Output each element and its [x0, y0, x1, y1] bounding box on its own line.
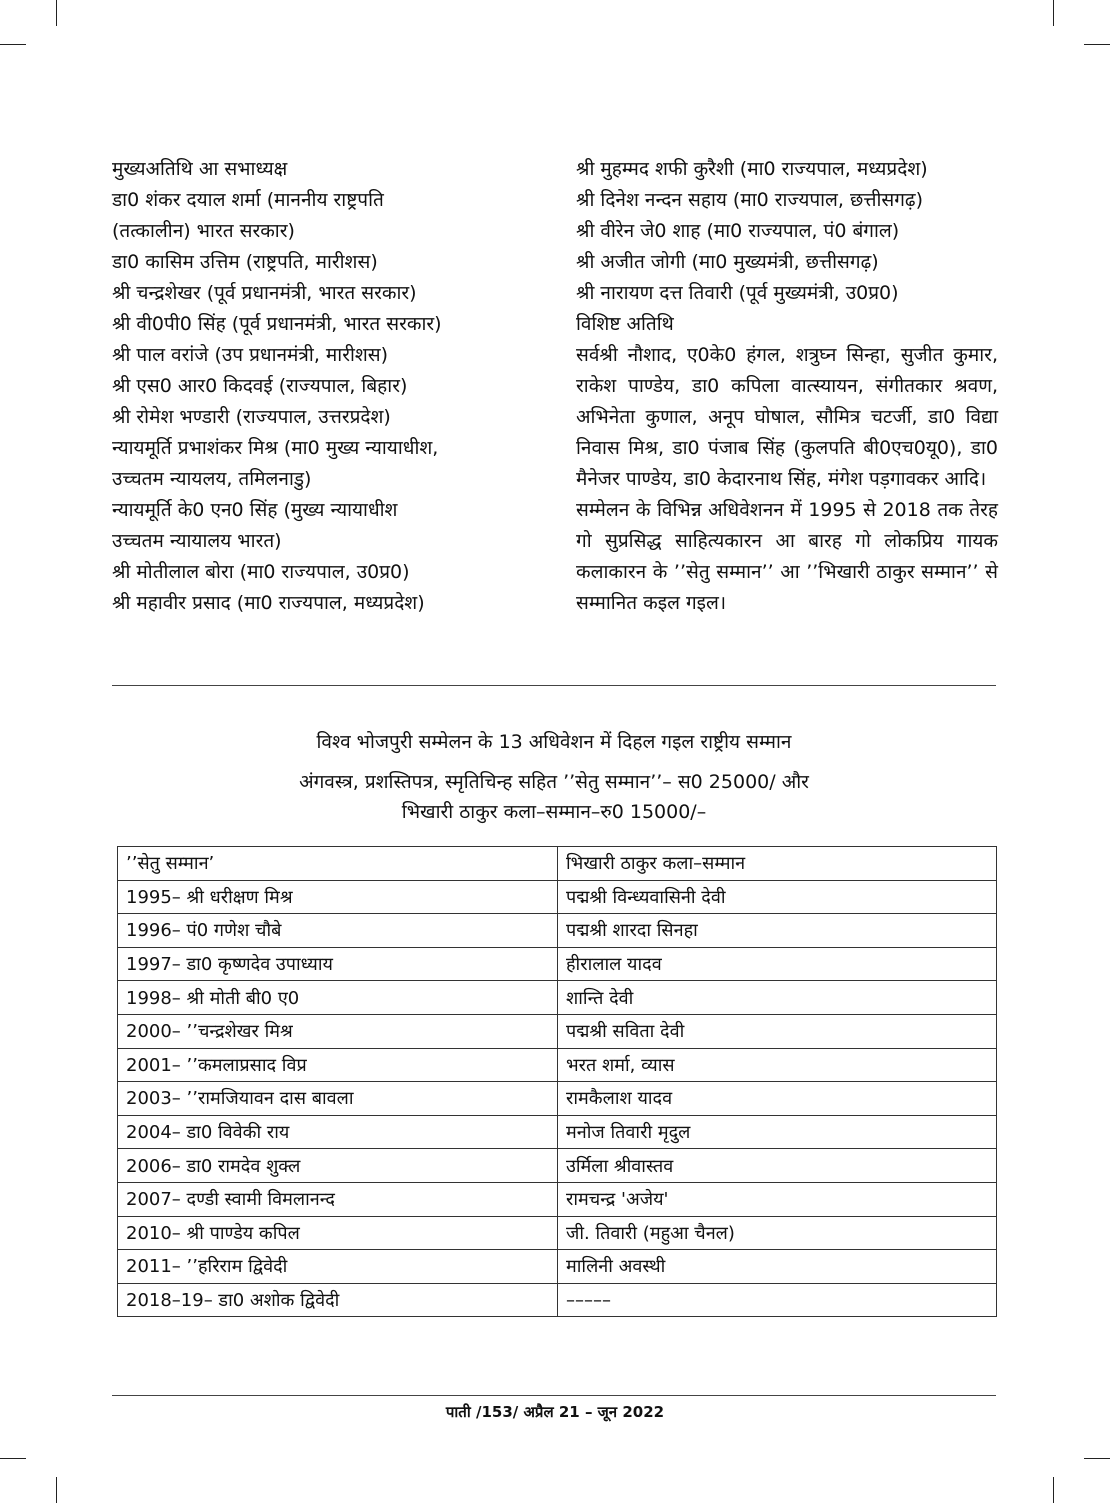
- table-row: [118, 1216, 997, 1250]
- table-cell: 1995– श्री धरीक्षण मिश्र: [118, 880, 558, 914]
- list-line: उच्चतम न्यायालय भारत): [112, 530, 282, 552]
- table-cell: पद्मश्री सविता देवी: [558, 1014, 997, 1048]
- list-line: डा0 कासिम उत्तिम (राष्ट्रपति, मारीशस): [112, 251, 378, 273]
- section-divider: [112, 685, 996, 686]
- crop-mark: [0, 44, 26, 45]
- list-line: श्री नारायण दत्त तिवारी (पूर्व मुख्यमंत्री, उ0प्र0): [576, 282, 899, 304]
- table-row: [118, 947, 997, 981]
- table-cell: 2006– डा0 रामदेव शुक्ल: [118, 1149, 558, 1183]
- summary-paragraph: सम्मेलन के विभिन्न अधिवेशनन में 1995 से 2018 तक तेरह गो सुप्रसिद्ध साहित्यकारन आ बारह गो लोकप्रिय गायक कलाकारन के ’’सेतु सम्मान’’ आ ’’भिखारी ठाकुर सम्मान’’ से सम्मानित कइल गइल।: [576, 499, 998, 614]
- table-cell: 2007– दण्डी स्वामी विमलानन्द: [118, 1182, 558, 1216]
- footer-divider: [112, 1395, 996, 1396]
- table-cell: –––––: [558, 1283, 997, 1317]
- table-row: [118, 1014, 997, 1048]
- table-cell: मालिनी अवस्थी: [558, 1250, 997, 1284]
- table-cell: भरत शर्मा, व्यास: [558, 1048, 997, 1082]
- table-row: [118, 1115, 997, 1149]
- table-row: [118, 1048, 997, 1082]
- list-line: श्री रोमेश भण्डारी (राज्यपाल, उत्तरप्रदेश): [112, 406, 391, 428]
- table-cell: 2004– डा0 विवेकी राय: [118, 1115, 558, 1149]
- list-line: श्री वी0पी0 सिंह (पूर्व प्रधानमंत्री, भारत सरकार): [112, 313, 442, 335]
- list-line: विशिष्ट अतिथि: [576, 313, 674, 335]
- list-line: मुख्यअतिथि आ सभाध्यक्ष: [112, 158, 288, 180]
- guest-list-right: [576, 154, 998, 619]
- list-line: डा0 शंकर दयाल शर्मा (माननीय राष्ट्रपति: [112, 189, 384, 211]
- table-cell: रामकैलाश यादव: [558, 1082, 997, 1116]
- list-line: श्री पाल वरांजे (उप प्रधानमंत्री, मारीशस): [112, 344, 389, 366]
- awards-table: [117, 846, 997, 1317]
- table-header-row: [118, 847, 997, 881]
- list-line: श्री वीरेन जे0 शाह (मा0 राज्यपाल, पं0 बंगाल): [576, 220, 900, 242]
- table-cell: जी. तिवारी (महुआ चैनल): [558, 1216, 997, 1250]
- special-guests-paragraph: सर्वश्री नौशाद, ए0के0 हंगल, शत्रुघ्न सिन्हा, सुजीत कुमार, राकेश पाण्डेय, डा0 कपिला वात्स्यायन, संगीतकार श्रवण, अभिनेता कुणाल, अनूप घोषाल, सौमित्र चटर्जी, डा0 विद्या निवास मिश्र, डा0 पंजाब सिंह (कुलपति बी0एच0यू0), डा0 मैनेजर पाण्डेय, डा0 केदारनाथ सिंह, मंगेश पड़गावकर आदि।: [576, 344, 998, 490]
- table-cell: 2010– श्री पाण्डेय कपिल: [118, 1216, 558, 1250]
- table-cell: 2003– ’’रामजियावन दास बावला: [118, 1082, 558, 1116]
- page-footer: पाती /153/ अप्रैल 21 – जून 2022: [445, 1403, 665, 1421]
- section-title: विश्व भोजपुरी सम्मेलन के 13 अधिवेशन में दिहल गइल राष्ट्रीय सम्मान: [316, 731, 792, 753]
- table-cell: पद्मश्री शारदा सिनहा: [558, 914, 997, 948]
- column-header: भिखारी ठाकुर कला–सम्मान: [558, 847, 997, 881]
- list-line: उच्चतम न्यायलय, तमिलनाडु): [112, 468, 312, 490]
- list-line: न्यायमूर्ति के0 एन0 सिंह (मुख्य न्यायाधीश: [112, 499, 398, 521]
- table-cell: मनोज तिवारी मृदुल: [558, 1115, 997, 1149]
- section-subtitle: अंगवस्त्र, प्रशस्तिपत्र, स्मृतिचिन्ह सहित ’’सेतु सम्मान’’– स0 25000/ और: [299, 771, 809, 793]
- table-row: [118, 1250, 997, 1284]
- table-cell: उर्मिला श्रीवास्तव: [558, 1149, 997, 1183]
- table-cell: 1996– पं0 गणेश चौबे: [118, 914, 558, 948]
- crop-mark: [56, 1477, 57, 1503]
- guest-list-left: [112, 154, 492, 619]
- crop-mark: [1053, 1477, 1054, 1503]
- list-line: न्यायमूर्ति प्रभाशंकर मिश्र (मा0 मुख्य न्यायाधीश,: [112, 437, 439, 459]
- table-cell: 2018–19– डा0 अशोक द्विवेदी: [118, 1283, 558, 1317]
- table-cell: 2011– ’’हरिराम द्विवेदी: [118, 1250, 558, 1284]
- table-cell: 2001– ’’कमलाप्रसाद विप्र: [118, 1048, 558, 1082]
- crop-mark: [56, 0, 57, 26]
- table-cell: शान्ति देवी: [558, 981, 997, 1015]
- list-line: (तत्कालीन) भारत सरकार): [112, 220, 295, 242]
- crop-mark: [0, 1458, 26, 1459]
- crop-mark: [1084, 44, 1110, 45]
- column-header: ’’सेतु सम्मान’: [118, 847, 558, 881]
- table-cell: 2000– ’’चन्द्रशेखर मिश्र: [118, 1014, 558, 1048]
- list-line: श्री चन्द्रशेखर (पूर्व प्रधानमंत्री, भारत सरकार): [112, 282, 417, 304]
- table-row: [118, 1182, 997, 1216]
- section-subtitle: भिखारी ठाकुर कला–सम्मान–रु0 15000/–: [401, 801, 707, 823]
- table-cell: पद्मश्री विन्ध्यवासिनी देवी: [558, 880, 997, 914]
- table-row: [118, 1149, 997, 1183]
- table-row: [118, 1283, 997, 1317]
- list-line: श्री दिनेश नन्दन सहाय (मा0 राज्यपाल, छत्तीसगढ़): [576, 189, 924, 211]
- table-cell: 1997– डा0 कृष्णदेव उपाध्याय: [118, 947, 558, 981]
- list-line: श्री महावीर प्रसाद (मा0 राज्यपाल, मध्यप्रदेश): [112, 592, 425, 614]
- table-row: [118, 1082, 997, 1116]
- table-row: [118, 880, 997, 914]
- table-cell: 1998– श्री मोती बी0 ए0: [118, 981, 558, 1015]
- crop-mark: [1084, 1458, 1110, 1459]
- table-row: [118, 914, 997, 948]
- crop-mark: [1053, 0, 1054, 26]
- list-line: श्री मुहम्मद शफी कुरैशी (मा0 राज्यपाल, मध्यप्रदेश): [576, 158, 928, 180]
- table-cell: रामचन्द्र 'अजेय': [558, 1182, 997, 1216]
- list-line: श्री एस0 आर0 किदवई (राज्यपाल, बिहार): [112, 375, 408, 397]
- table-row: [118, 981, 997, 1015]
- list-line: श्री मोतीलाल बोरा (मा0 राज्यपाल, उ0प्र0): [112, 561, 410, 583]
- list-line: श्री अजीत जोगी (मा0 मुख्यमंत्री, छत्तीसगढ़): [576, 251, 879, 273]
- table-cell: हीरालाल यादव: [558, 947, 997, 981]
